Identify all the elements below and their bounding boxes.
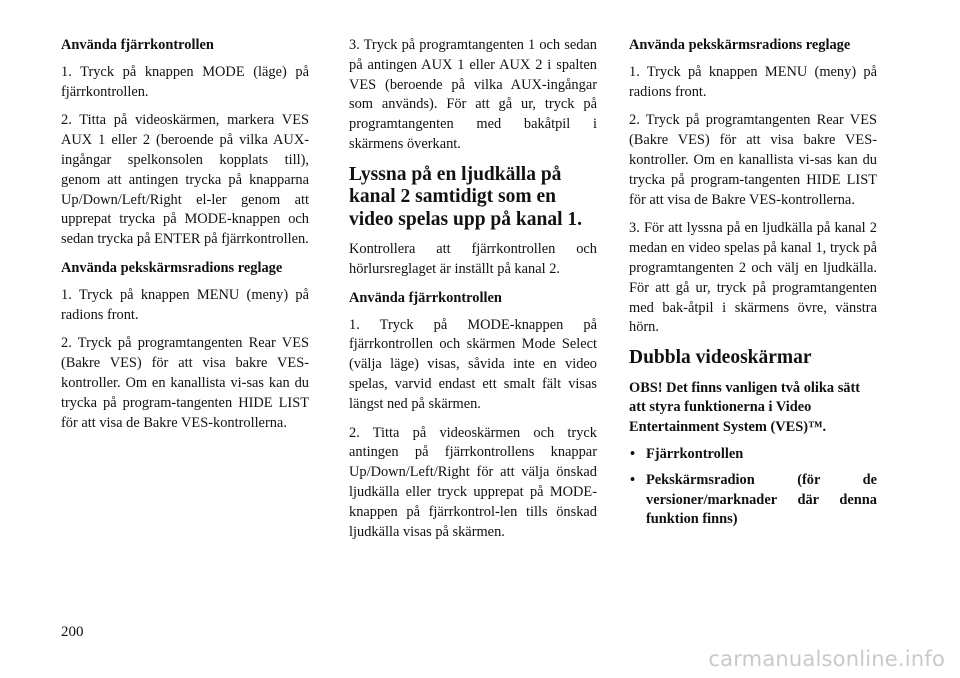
- watermark: carmanualsonline.info: [708, 647, 945, 671]
- column-middle: [349, 36, 597, 551]
- paragraph: 3. Tryck på programtangenten 1 och sedan på antingen AUX 1 eller AUX 2 i spalten VES (beroende på vilka AUX-ingångar som används). För att gå ur, tryck på programtangenten med bakåtpil i skärmens överkant.: [349, 37, 597, 152]
- list-item: • Pekskärmsradion (för de versioner/marknader där denna funktion finns): [629, 471, 877, 530]
- paragraph: 2. Tryck på programtangenten Rear VES (Bakre VES) för att visa bakre VES-kontroller. Om en kanallista vi-sas kan du trycka på program-tangenten HIDE LIST för att visa de Bakre VES-kontrollerna.: [61, 335, 309, 431]
- section-subheading: Använda fjärrkontrollen: [61, 37, 214, 53]
- paragraph: 1. Tryck på knappen MODE (läge) på fjärrkontrollen.: [61, 63, 309, 100]
- paragraph: 2. Tryck på programtangenten Rear VES (Bakre VES) för att visa bakre VES-kontroller. Om en kanallista vi-sas kan du trycka på program-tangenten HIDE LIST för att visa de Bakre VES-kontrollerna.: [629, 112, 877, 208]
- column-right: [629, 36, 877, 536]
- section-subheading: Använda pekskärmsradions reglage: [61, 259, 283, 276]
- note-text: OBS! Det finns vanligen två olika sätt att styra funktionerna i Video Entertainment System (VES)™.: [629, 379, 861, 436]
- section-subheading: Använda fjärrkontrollen: [349, 289, 502, 306]
- paragraph: 2. Titta på videoskärmen, markera VES AUX 1 eller 2 (beroende på vilka AUX-ingångar spelkonsolen kopplats till), genom att antingen trycka på knapparna Up/Down/Left/Right el-ler genom att upprepat trycka på MODE-knappen och sedan trycka på ENTER på fjärrkontrollen.: [61, 112, 309, 248]
- paragraph: 2. Titta på videoskärmen och tryck antingen på fjärrkontrollens knappar Up/Down/Left/Right för att välja önskad ljudkälla eller tryck upprepat på MODE-knappen på fjärrkontrol-len tills önskad ljudkälla visas på skärmen.: [349, 424, 597, 540]
- bullet-list: [629, 445, 877, 530]
- paragraph: 1. Tryck på MODE-knappen på fjärrkontrollen och skärmen Mode Select (välja läge) visas, såvida inte en video spelas, varvid endast ett smalt fält visas längst ned på skärmen.: [349, 316, 597, 412]
- paragraph: Kontrollera att fjärrkontrollen och hörlursreglaget är inställt på kanal 2.: [349, 241, 597, 278]
- section-subheading: Använda pekskärmsradions reglage: [629, 37, 851, 53]
- paragraph: 1. Tryck på knappen MENU (meny) på radions front.: [61, 286, 309, 323]
- list-item: • Fjärrkontrollen: [629, 445, 877, 465]
- page-number: 200: [61, 624, 84, 640]
- section-heading: Dubbla videoskärmar: [629, 347, 812, 369]
- paragraph: 3. För att lyssna på en ljudkälla på kanal 2 medan en video spelas på kanal 1, tryck på programtangenten 2 och välj en ljudkälla. För att gå ur, tryck på programtangenten med bak-åtpil i skärmens övre, vänstra hörn.: [629, 220, 877, 336]
- column-left: [61, 36, 309, 442]
- section-heading: Lyssna på en ljudkälla på kanal 2 samtidigt som en video spelas upp på kanal 1.: [349, 163, 583, 230]
- paragraph: 1. Tryck på knappen MENU (meny) på radions front.: [629, 63, 877, 100]
